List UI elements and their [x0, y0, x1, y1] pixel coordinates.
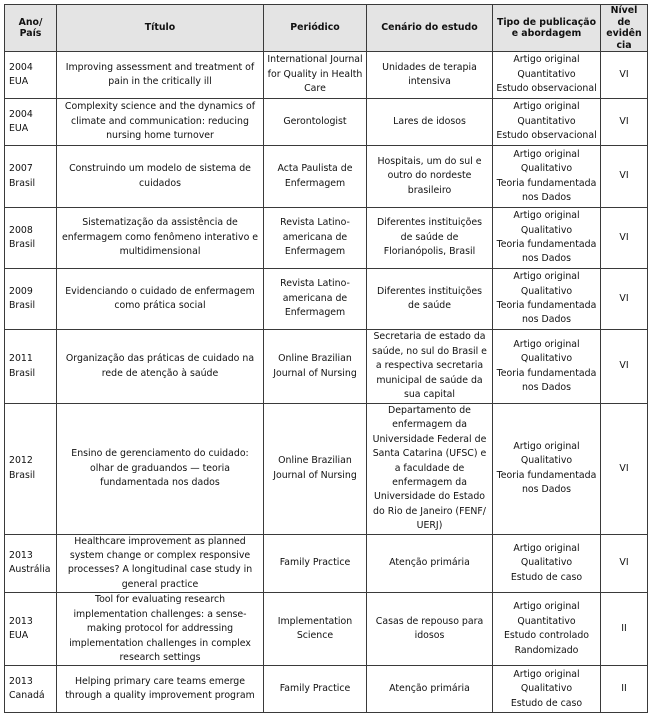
cell-nivel: II — [601, 666, 648, 713]
cell-periodico: Gerontologist — [264, 99, 367, 146]
cell-periodico: Online Brazilian Journal of Nursing — [264, 404, 367, 535]
cell-tipo: Artigo original Qualitativo Teoria fundamentada nos Dados — [493, 146, 601, 208]
cell-titulo: Evidenciando o cuidado de enfermagem como prática social — [57, 269, 264, 330]
table-row — [5, 330, 648, 404]
cell-nivel: VI — [601, 52, 648, 99]
cell-periodico: Revista Latino-americana de Enfermagem — [264, 269, 367, 330]
cell-ano-pais: 2011 Brasil — [5, 330, 57, 404]
cell-periodico: Revista Latino-americana de Enfermagem — [264, 208, 367, 269]
cell-tipo: Artigo original Qualitativo Teoria fundamentada nos Dados — [493, 330, 601, 404]
cell-tipo: Artigo original Qualitativo Estudo de caso — [493, 666, 601, 713]
header-ano-pais: Ano/ País — [5, 5, 57, 52]
cell-ano-pais: 2012 Brasil — [5, 404, 57, 535]
cell-titulo: Improving assessment and treatment of pain in the critically ill — [57, 52, 264, 99]
cell-cenario: Diferentes instituições de saúde — [367, 269, 493, 330]
cell-ano-pais: 2013 Canadá — [5, 666, 57, 713]
cell-titulo: Complexity science and the dynamics of climate and communication: reducing nursing home turnover — [57, 99, 264, 146]
cell-cenario: Unidades de terapia intensiva — [367, 52, 493, 99]
cell-ano-pais: 2008 Brasil — [5, 208, 57, 269]
cell-titulo: Organização das práticas de cuidado na rede de atenção à saúde — [57, 330, 264, 404]
table-row — [5, 404, 648, 535]
cell-nivel: VI — [601, 330, 648, 404]
cell-tipo: Artigo original Quantitativo Estudo controlado Randomizado — [493, 593, 601, 666]
cell-periodico: Implementation Science — [264, 593, 367, 666]
cell-cenario: Diferentes instituições de saúde de Florianópolis, Brasil — [367, 208, 493, 269]
cell-titulo: Healthcare improvement as planned system change or complex responsive processes? A longitudinal case study in general practice — [57, 534, 264, 593]
cell-periodico: Acta Paulista de Enfermagem — [264, 146, 367, 208]
cell-titulo: Sistematização da assistência de enfermagem como fenômeno interativo e multidimensional — [57, 208, 264, 269]
cell-tipo: Artigo original Quantitativo Estudo observacional — [493, 99, 601, 146]
table-row — [5, 534, 648, 593]
cell-ano-pais: 2004 EUA — [5, 99, 57, 146]
table-row — [5, 52, 648, 99]
cell-nivel: VI — [601, 208, 648, 269]
cell-cenario: Hospitais, um do sul e outro do nordeste brasileiro — [367, 146, 493, 208]
results-table-container — [4, 4, 648, 713]
cell-cenario: Lares de idosos — [367, 99, 493, 146]
header-titulo: Título — [57, 5, 264, 52]
cell-nivel: VI — [601, 534, 648, 593]
cell-titulo: Helping primary care teams emerge through a quality improvement program — [57, 666, 264, 713]
cell-nivel: VI — [601, 99, 648, 146]
cell-tipo: Artigo original Qualitativo Estudo de caso — [493, 534, 601, 593]
cell-nivel: VI — [601, 404, 648, 535]
cell-cenario: Secretaria de estado da saúde, no sul do Brasil e a respectiva secretaria municipal de saúde da sua capital — [367, 330, 493, 404]
table-header-row — [5, 5, 648, 52]
cell-periodico: Online Brazilian Journal of Nursing — [264, 330, 367, 404]
cell-cenario: Departamento de enfermagem da Universidade Federal de Santa Catarina (UFSC) e a faculdade de enfermagem da Universidade do Estado do Rio de Janeiro (FENF/ UERJ) — [367, 404, 493, 535]
cell-ano-pais: 2007 Brasil — [5, 146, 57, 208]
cell-ano-pais: 2013 Austrália — [5, 534, 57, 593]
studies-table — [4, 4, 648, 713]
cell-periodico: International Journal for Quality in Health Care — [264, 52, 367, 99]
cell-titulo: Tool for evaluating research implementation challenges: a sense-making protocol for addressing implementation challenges in complex research settings — [57, 593, 264, 666]
cell-titulo: Construindo um modelo de sistema de cuidados — [57, 146, 264, 208]
cell-cenario: Atenção primária — [367, 666, 493, 713]
cell-tipo: Artigo original Qualitativo Teoria fundamentada nos Dados — [493, 404, 601, 535]
cell-periodico: Family Practice — [264, 666, 367, 713]
cell-cenario: Atenção primária — [367, 534, 493, 593]
cell-nivel: VI — [601, 269, 648, 330]
cell-cenario: Casas de repouso para idosos — [367, 593, 493, 666]
cell-nivel: II — [601, 593, 648, 666]
cell-ano-pais: 2009 Brasil — [5, 269, 57, 330]
header-cenario: Cenário do estudo — [367, 5, 493, 52]
cell-periodico: Family Practice — [264, 534, 367, 593]
cell-ano-pais: 2013 EUA — [5, 593, 57, 666]
cell-tipo: Artigo original Qualitativo Teoria fundamentada nos Dados — [493, 208, 601, 269]
header-nivel: Nível de evidência — [601, 5, 648, 52]
cell-titulo: Ensino de gerenciamento do cuidado: olhar de graduandos — teoria fundamentada nos dados — [57, 404, 264, 535]
cell-ano-pais: 2004 EUA — [5, 52, 57, 99]
table-row — [5, 208, 648, 269]
header-periodico: Periódico — [264, 5, 367, 52]
cell-nivel: VI — [601, 146, 648, 208]
header-tipo: Tipo de publicação e abordagem — [493, 5, 601, 52]
table-row — [5, 269, 648, 330]
table-row — [5, 593, 648, 666]
table-row — [5, 99, 648, 146]
cell-tipo: Artigo original Quantitativo Estudo observacional — [493, 52, 601, 99]
cell-tipo: Artigo original Qualitativo Teoria fundamentada nos Dados — [493, 269, 601, 330]
table-row — [5, 666, 648, 713]
table-row — [5, 146, 648, 208]
